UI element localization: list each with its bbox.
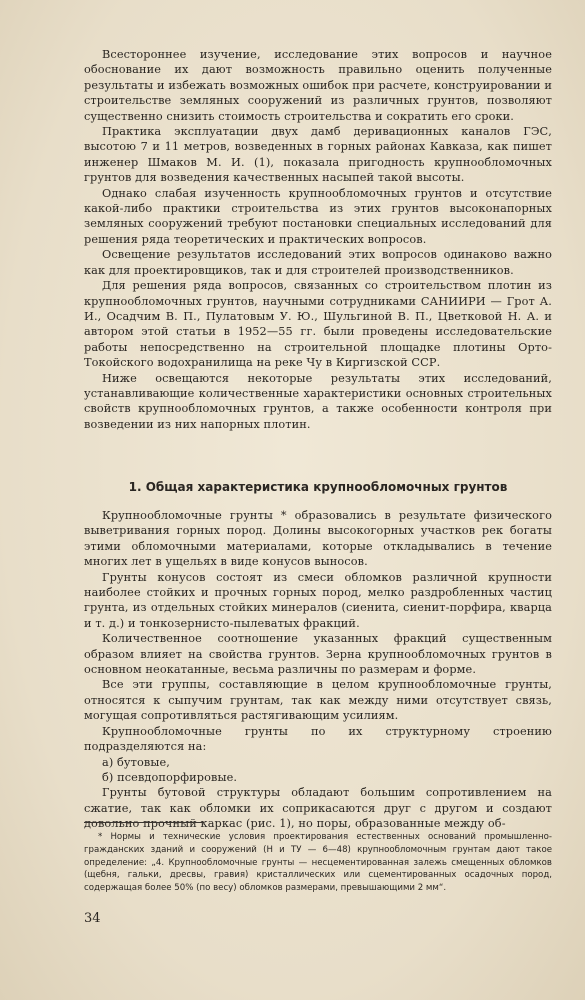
page-number: 34 [84,911,101,926]
list-item: б) псевдопорфировые. [102,770,238,784]
paragraph: Количественное соотношение указанных фракций существенным образом влияет на свойства грунтов. Зерна крупнообломочных грунтов в основном неокатанные, весьма различны по размерам и форме. [84,632,552,677]
body-text-bottom [84,508,552,832]
paragraph: Грунты конусов состоят из смеси обломков различной крупности наиболее стойких и прочных горных пород, мелко раздробленных частиц грунта, из отдельных стойких минералов (сиенита, сиенит-порфира, кварца и т. д.) и тонкозернисто-пылеватых фракций. [84,570,552,630]
paragraph: Для решения ряда вопросов, связанных со строительством плотин из крупнообломочных грунтов, научными сотрудниками САНИИРИ — Грот А. И., Осадчим В. П., Пулатовым У. Ю., Шульгиной В. П., Цветковой Н. А. и автором этой статьи в 1952—55 гг. были проведены исследовательские работы непосредственно на строительной площадке плотины Орто-Токойского водохранилища на реке Чу в Киргизской ССР. [84,279,552,370]
paragraph: Грунты бутовой структуры обладают большим сопротивлением на сжатие, так как обломки их соприкасаются друг с другом и создают довольно прочный каркас (рис. 1), но поры, образованные между об- [84,786,552,831]
footnote [84,831,552,895]
paragraph: Ниже освещаются некоторые результаты этих исследований, устанавливающие количественные характеристики основных строительных свойств крупнообломочных грунтов, а также особенности контроля при возведении из них напорных плотин. [84,371,552,431]
section-heading: 1. Общая характеристика крупнообломочных грунтов [128,480,508,494]
footnote-text: * Нормы и технические условия проектирования естественных оснований промышленно-гражданских зданий и сооружений (Н и ТУ — 6—48) крупнообломочным грунтам дают такое определение: „4. Крупнообломочные грунты — несцементированная залежь смещенных обломков (щебня, гальки, дресвы, гравия) кристаллических или сцементированных осадочных пород, содержащая более 50% (по весу) обломков размерами, превышающими 2 мм“. [84,832,552,894]
list-item: а) бутовые, [102,755,170,769]
paragraph: Освещение результатов исследований этих вопросов одинаково важно как для проектировщиков, так и для строителей производственников. [84,248,552,277]
footnote-divider [84,822,204,823]
paragraph: Однако слабая изученность крупнообломочных грунтов и отсутствие какой-либо практики строительства из этих грунтов высоконапорных земляных сооружений требуют постановки специальных исследований для решения ряда теоретических и практических вопросов. [84,186,552,246]
paragraph: Практика эксплуатации двух дамб деривационных каналов ГЭС, высотою 7 и 11 метров, возведенных в горных районах Кавказа, как пишет инженер Шмаков М. И. (1), показала пригодность крупнообломочных грунтов для возведения качественных насыпей такой высоты. [84,125,552,185]
body-text-top [84,47,552,432]
paragraph: Всестороннее изучение, исследование этих вопросов и научное обоснование их дают возможность правильно оценить полученные результаты и избежать возможных ошибок при расчете, конструировании и строительстве земляных сооружений из различных грунтов, позволяют существенно снизить стоимость строительства и сократить его сроки. [84,48,552,123]
paragraph: Крупнообломочные грунты * образовались в результате физического выветривания горных пород. Долины высокогорных участков рек богаты этими обломочными материалами, которые откладывались в течение многих лет в ущельях в виде конусов выносов. [84,509,552,569]
paragraph: Крупнообломочные грунты по их структурному строению подразделяются на: [84,724,552,754]
paragraph: Все эти группы, составляющие в целом крупнообломочные грунты, относятся к сыпучим грунтам, так как между ними отсутствует связь, могущая сопротивляться растягивающим усилиям. [84,678,552,723]
